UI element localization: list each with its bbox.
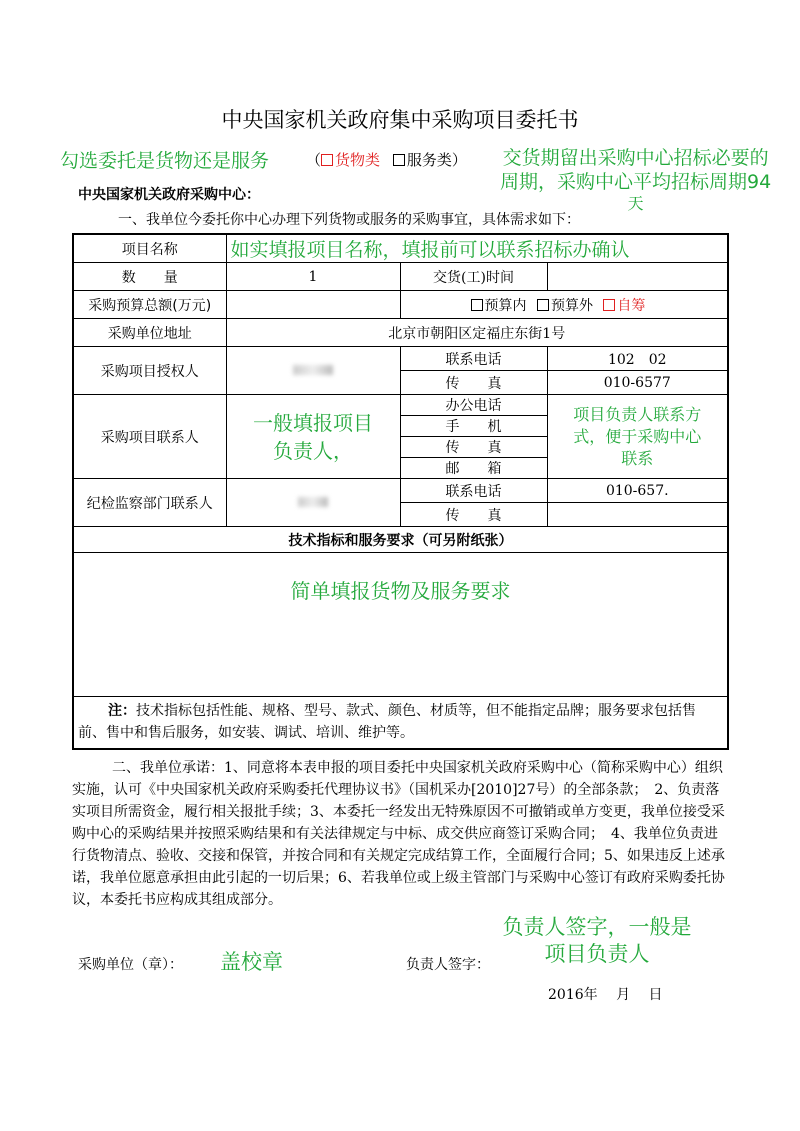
services-label: 服务类） [406, 151, 467, 169]
note-label: 注： [108, 703, 136, 720]
delivery-note-line-1: 交货期留出采购中心招标必要的 [502, 147, 769, 169]
goods-checkbox[interactable] [321, 154, 333, 166]
contact-label: 采购项目联系人 [73, 395, 226, 479]
sign-date: 2016年 月 日 [548, 987, 663, 1003]
contact-fax-label: 传 真 [400, 437, 547, 458]
sign-annotation [482, 914, 712, 968]
budget-source [400, 291, 728, 319]
redacted-name [298, 497, 328, 507]
budget-self-label: 自筹 [617, 297, 646, 314]
budget-self-checkbox[interactable] [603, 299, 615, 311]
discipline-label: 纪检监察部门联系人 [73, 479, 226, 527]
services-checkbox[interactable] [393, 154, 405, 166]
budget-out-label: 预算外 [550, 297, 593, 314]
discipline-fax-value[interactable] [547, 503, 728, 527]
contact-note-line-2: 负责人， [273, 438, 353, 463]
contact-phone-cell[interactable] [547, 395, 728, 479]
mobile-label: 手 机 [400, 416, 547, 437]
address-value[interactable]: 北京市朝阳区定福庄东街1号 [226, 319, 728, 347]
requirements-annotation: 简单填报货物及服务要求 [290, 579, 511, 603]
sign-note-line-2: 项目负责人 [544, 942, 650, 966]
unit-seal-label: 采购单位（章）： [78, 957, 183, 973]
discipline-phone-value[interactable]: 010-657. [547, 479, 728, 503]
seal-annotation: 盖校章 [220, 950, 283, 974]
authorizer-phone-label: 联系电话 [400, 347, 547, 371]
authorizer-fax-label: 传 真 [400, 371, 547, 395]
tech-requirements-cell[interactable] [73, 553, 728, 697]
delivery-annotation [500, 146, 771, 214]
type-annotation: 勾选委托是货物还是服务 [60, 150, 270, 172]
request-form-table [72, 233, 729, 750]
quantity-label: 数 量 [73, 263, 226, 291]
commitment-paragraph: 二、我单位承诺：1、同意将本表申报的项目委托中央国家机关政府采购中心（简称采购中心）组织实施，认可《中央国家机关政府采购委托代理协议书》（国机采办[2010]27号）的全部条款； 2、负责落实项目所需资金，履行相关报批手续；3、本委托一经发出无特殊原因不可撤销或单方变更，我单位接受采购中心的采购结果并按照采购结果和有关法律规定与中标、成交供应商签订采购合同； 4、我单位负责进行货物清点、验收、交接和保管，并按合同和有关规定完成结算工作，全面履行合同；5、如果违反上述承诺，我单位愿意承担由此引起的一切后果；6、若我单位或上级主管部门与采购中心签订有政府采购委托协议，本委托书应构成其组成部分。 [72, 760, 725, 908]
budget-value[interactable] [226, 291, 400, 319]
budget-in-label: 预算内 [484, 297, 527, 314]
delivery-note-line-3: 天 [627, 194, 644, 213]
intro-text: 一、我单位今委托你中心办理下列货物或服务的采购事宜，具体需求如下： [118, 212, 580, 228]
note-text: 技术指标包括性能、规格、型号、款式、颜色、材质等，但不能指定品牌；服务要求包括售前、售中和售后服务，如安装、调试、培训、维护等。 [78, 703, 696, 742]
authorizer-label: 采购项目授权人 [73, 347, 226, 395]
tech-note-cell [73, 697, 728, 749]
goods-label: 货物类 [335, 151, 381, 169]
authorizer-phone-value[interactable]: 102 02 [547, 347, 728, 371]
budget-out-checkbox[interactable] [537, 299, 549, 311]
delivery-value[interactable] [547, 263, 728, 291]
addressee: 中央国家机关政府采购中心： [78, 187, 260, 203]
budget-in-checkbox[interactable] [471, 299, 483, 311]
type-choice [306, 149, 467, 170]
phone-note-line-2: 式，便于采购中心 [573, 426, 702, 446]
address-label: 采购单位地址 [73, 319, 226, 347]
authorizer-name[interactable] [226, 347, 400, 395]
project-name-annotation: 如实填报项目名称，填报前可以联系招标办确认 [230, 239, 630, 261]
delivery-label: 交货(工)时间 [400, 263, 547, 291]
discipline-name[interactable] [226, 479, 400, 527]
authorizer-fax-value[interactable]: 010-6577 [547, 371, 728, 395]
discipline-fax-label: 传 真 [400, 503, 547, 527]
project-name-label: 项目名称 [73, 234, 226, 263]
quantity-value[interactable]: 1 [226, 263, 400, 291]
email-label: 邮 箱 [400, 458, 547, 479]
sign-note-line-1: 负责人签字，一般是 [502, 915, 692, 939]
contact-note-line-1: 一般填报项目 [253, 410, 373, 435]
contact-name-cell[interactable] [226, 395, 400, 479]
tech-requirements-header: 技术指标和服务要求（可另附纸张） [73, 527, 728, 553]
office-phone-label: 办公电话 [400, 395, 547, 416]
document-title: 中央国家机关政府集中采购项目委托书 [221, 108, 579, 132]
phone-note-line-3: 联系 [621, 448, 654, 468]
person-sign-label: 负责人签字： [406, 957, 490, 973]
redacted-name [293, 365, 333, 375]
budget-label: 采购预算总额(万元) [73, 291, 226, 319]
phone-note-line-1: 项目负责人联系方 [573, 404, 702, 424]
type-open-paren: （ [306, 151, 322, 169]
discipline-phone-label: 联系电话 [400, 479, 547, 503]
delivery-note-line-2: 周期，采购中心平均招标周期94 [500, 171, 772, 193]
project-name-cell[interactable] [226, 234, 728, 263]
